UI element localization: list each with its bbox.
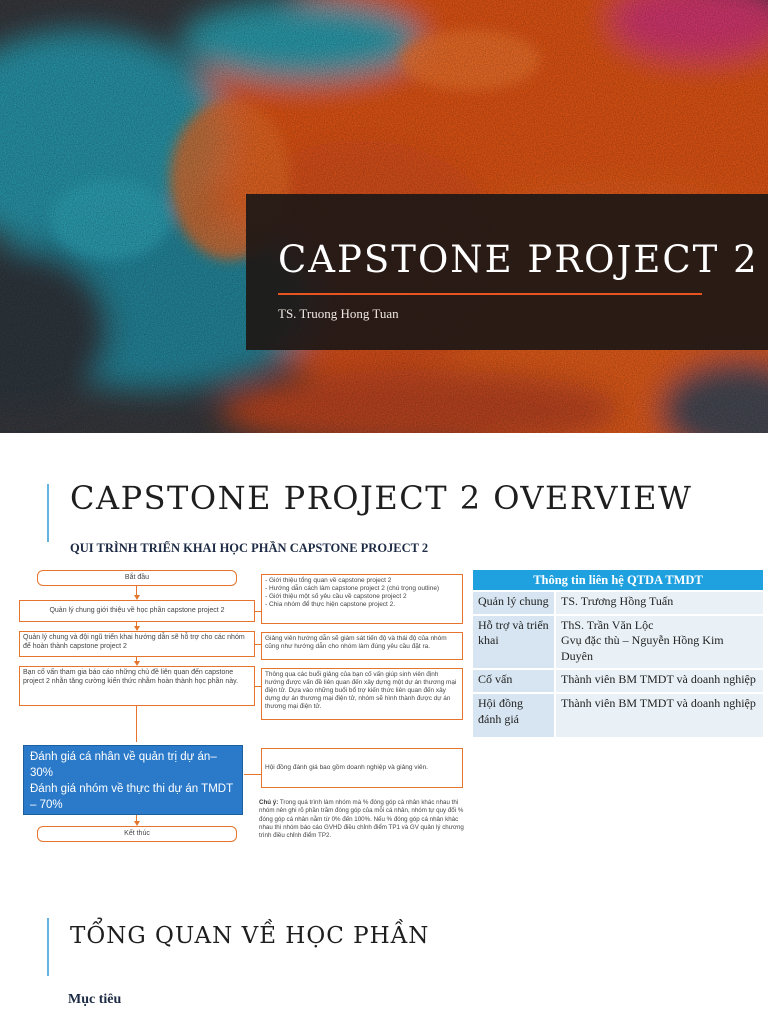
role-cell: Hỗ trợ và triển khai — [473, 615, 555, 670]
title-box — [246, 194, 768, 350]
detail-line: - Giới thiệu một số yêu cầu về capstone project 2 — [265, 593, 407, 601]
objectives-heading: Mục tiêu — [68, 992, 122, 1007]
table-row — [473, 693, 763, 737]
detail-line: - Hướng dẫn cách làm capstone project 2 (chú trọng outline) — [265, 585, 440, 593]
title-slide — [0, 0, 768, 433]
flow-note — [259, 799, 465, 841]
flow-arrow — [134, 821, 140, 826]
evaluation-box — [23, 745, 243, 815]
course-overview-title: TỔNG QUAN VỀ HỌC PHẦN — [70, 923, 430, 949]
overview-slide — [0, 433, 768, 903]
contact-cell: TS. Trương Hồng Tuấn — [555, 591, 763, 615]
flow-detail-3: Thông qua các buổi giảng của bạn cố vấn giúp sinh viên định hướng được vấn đề liên quan đến xây dựng một dự án thương mại điện tử. Dựa vào những buổi bổ trợ kiến thức liên quan đến xây dựng dự án thương mại điện tử, nhóm sẽ hình thành được dự án thương mại điện tử. — [261, 668, 463, 720]
detail-line: - Giới thiệu tổng quan về capstone project 2 — [265, 577, 392, 584]
course-overview-slide — [0, 903, 768, 1024]
table-row — [473, 669, 763, 693]
table-row — [473, 591, 763, 615]
flow-detail-2: Giảng viên hướng dẫn sẽ giám sát tiến độ và thái độ của nhóm cũng như hướng dẫn cho nhóm làm đúng yêu cầu đặt ra. — [261, 632, 463, 660]
flow-start: Bắt đầu — [37, 570, 237, 586]
flow-connector — [136, 586, 137, 596]
process-flowchart — [19, 564, 467, 864]
role-cell: Hội đồng đánh giá — [473, 693, 555, 737]
role-cell: Quản lý chung — [473, 591, 555, 615]
flow-detail-1 — [261, 574, 463, 624]
flow-detail-4: Hội đồng đánh giá bao gồm doanh nghiệp và giảng viên. — [261, 748, 463, 788]
contact-table — [473, 570, 763, 737]
flow-step-1: Quản lý chung giới thiệu về học phần capstone project 2 — [19, 600, 255, 622]
table-row — [473, 615, 763, 670]
slide-title: CAPSTONE PROJECT 2 — [278, 238, 759, 281]
flow-step-2: Quản lý chung và đội ngũ triển khai hướng dẫn sẽ hỗ trợ cho các nhóm để hoàn thành capstone project 2 — [19, 631, 255, 657]
contact-line: Gvụ đặc thù – Nguyễn Hồng Kim Duyên — [561, 633, 724, 663]
note-label: Chú ý: — [259, 799, 279, 806]
evaluation-group: Đánh giá nhóm về thực thi dự án TMDT – 70% — [30, 782, 233, 811]
table-header-row — [473, 570, 763, 591]
flow-step-3: Bạn cố vấn tham gia báo cáo những chủ đề liên quan đến capstone project 2 nhằn tăng cường kiến thức nhằm hoàn thành học phần này. — [19, 666, 255, 706]
table-header: Thông tin liên hệ QTDA TMDT — [473, 570, 763, 591]
flow-connector — [136, 706, 137, 742]
detail-line: - Chia nhóm để thực hiện capstone project 2. — [265, 601, 396, 609]
contact-cell: Thành viên BM TMDT và doanh nghiệp — [555, 669, 763, 693]
overview-title: CAPSTONE PROJECT 2 OVERVIEW — [70, 479, 693, 517]
flow-end: Kết thúc — [37, 826, 237, 842]
slide-subtitle: TS. Truong Hong Tuan — [278, 306, 399, 321]
title-underline — [278, 293, 702, 295]
evaluation-individual: Đánh giá cá nhân về quản trị dự án– 30% — [30, 751, 217, 779]
accent-bar — [47, 918, 49, 976]
process-heading: QUI TRÌNH TRIỂN KHAI HỌC PHẦN CAPSTONE PROJECT 2 — [70, 541, 429, 555]
contact-line: ThS. Trần Văn Lộc — [561, 617, 654, 632]
note-text: Trong quá trình làm nhóm mà % đóng góp cá nhân khác nhau thì nhóm nên ghi rõ phần trăm đóng góp của mỗi cá nhân, nhóm tự quy đổi % đóng góp cá nhân nằm từ 0% đến 100%. Nếu % đóng góp cá nhân khác nhau thì nhóm báo cáo GVHD điều chỉnh điểm TP1 và GV quản lý chương trình điều chỉnh điểm TP2. — [259, 799, 464, 840]
flow-connector — [244, 774, 261, 775]
accent-bar — [47, 484, 49, 542]
contact-cell — [555, 615, 763, 670]
role-cell: Cố vấn — [473, 669, 555, 693]
contact-cell: Thành viên BM TMDT và doanh nghiệp — [555, 693, 763, 737]
